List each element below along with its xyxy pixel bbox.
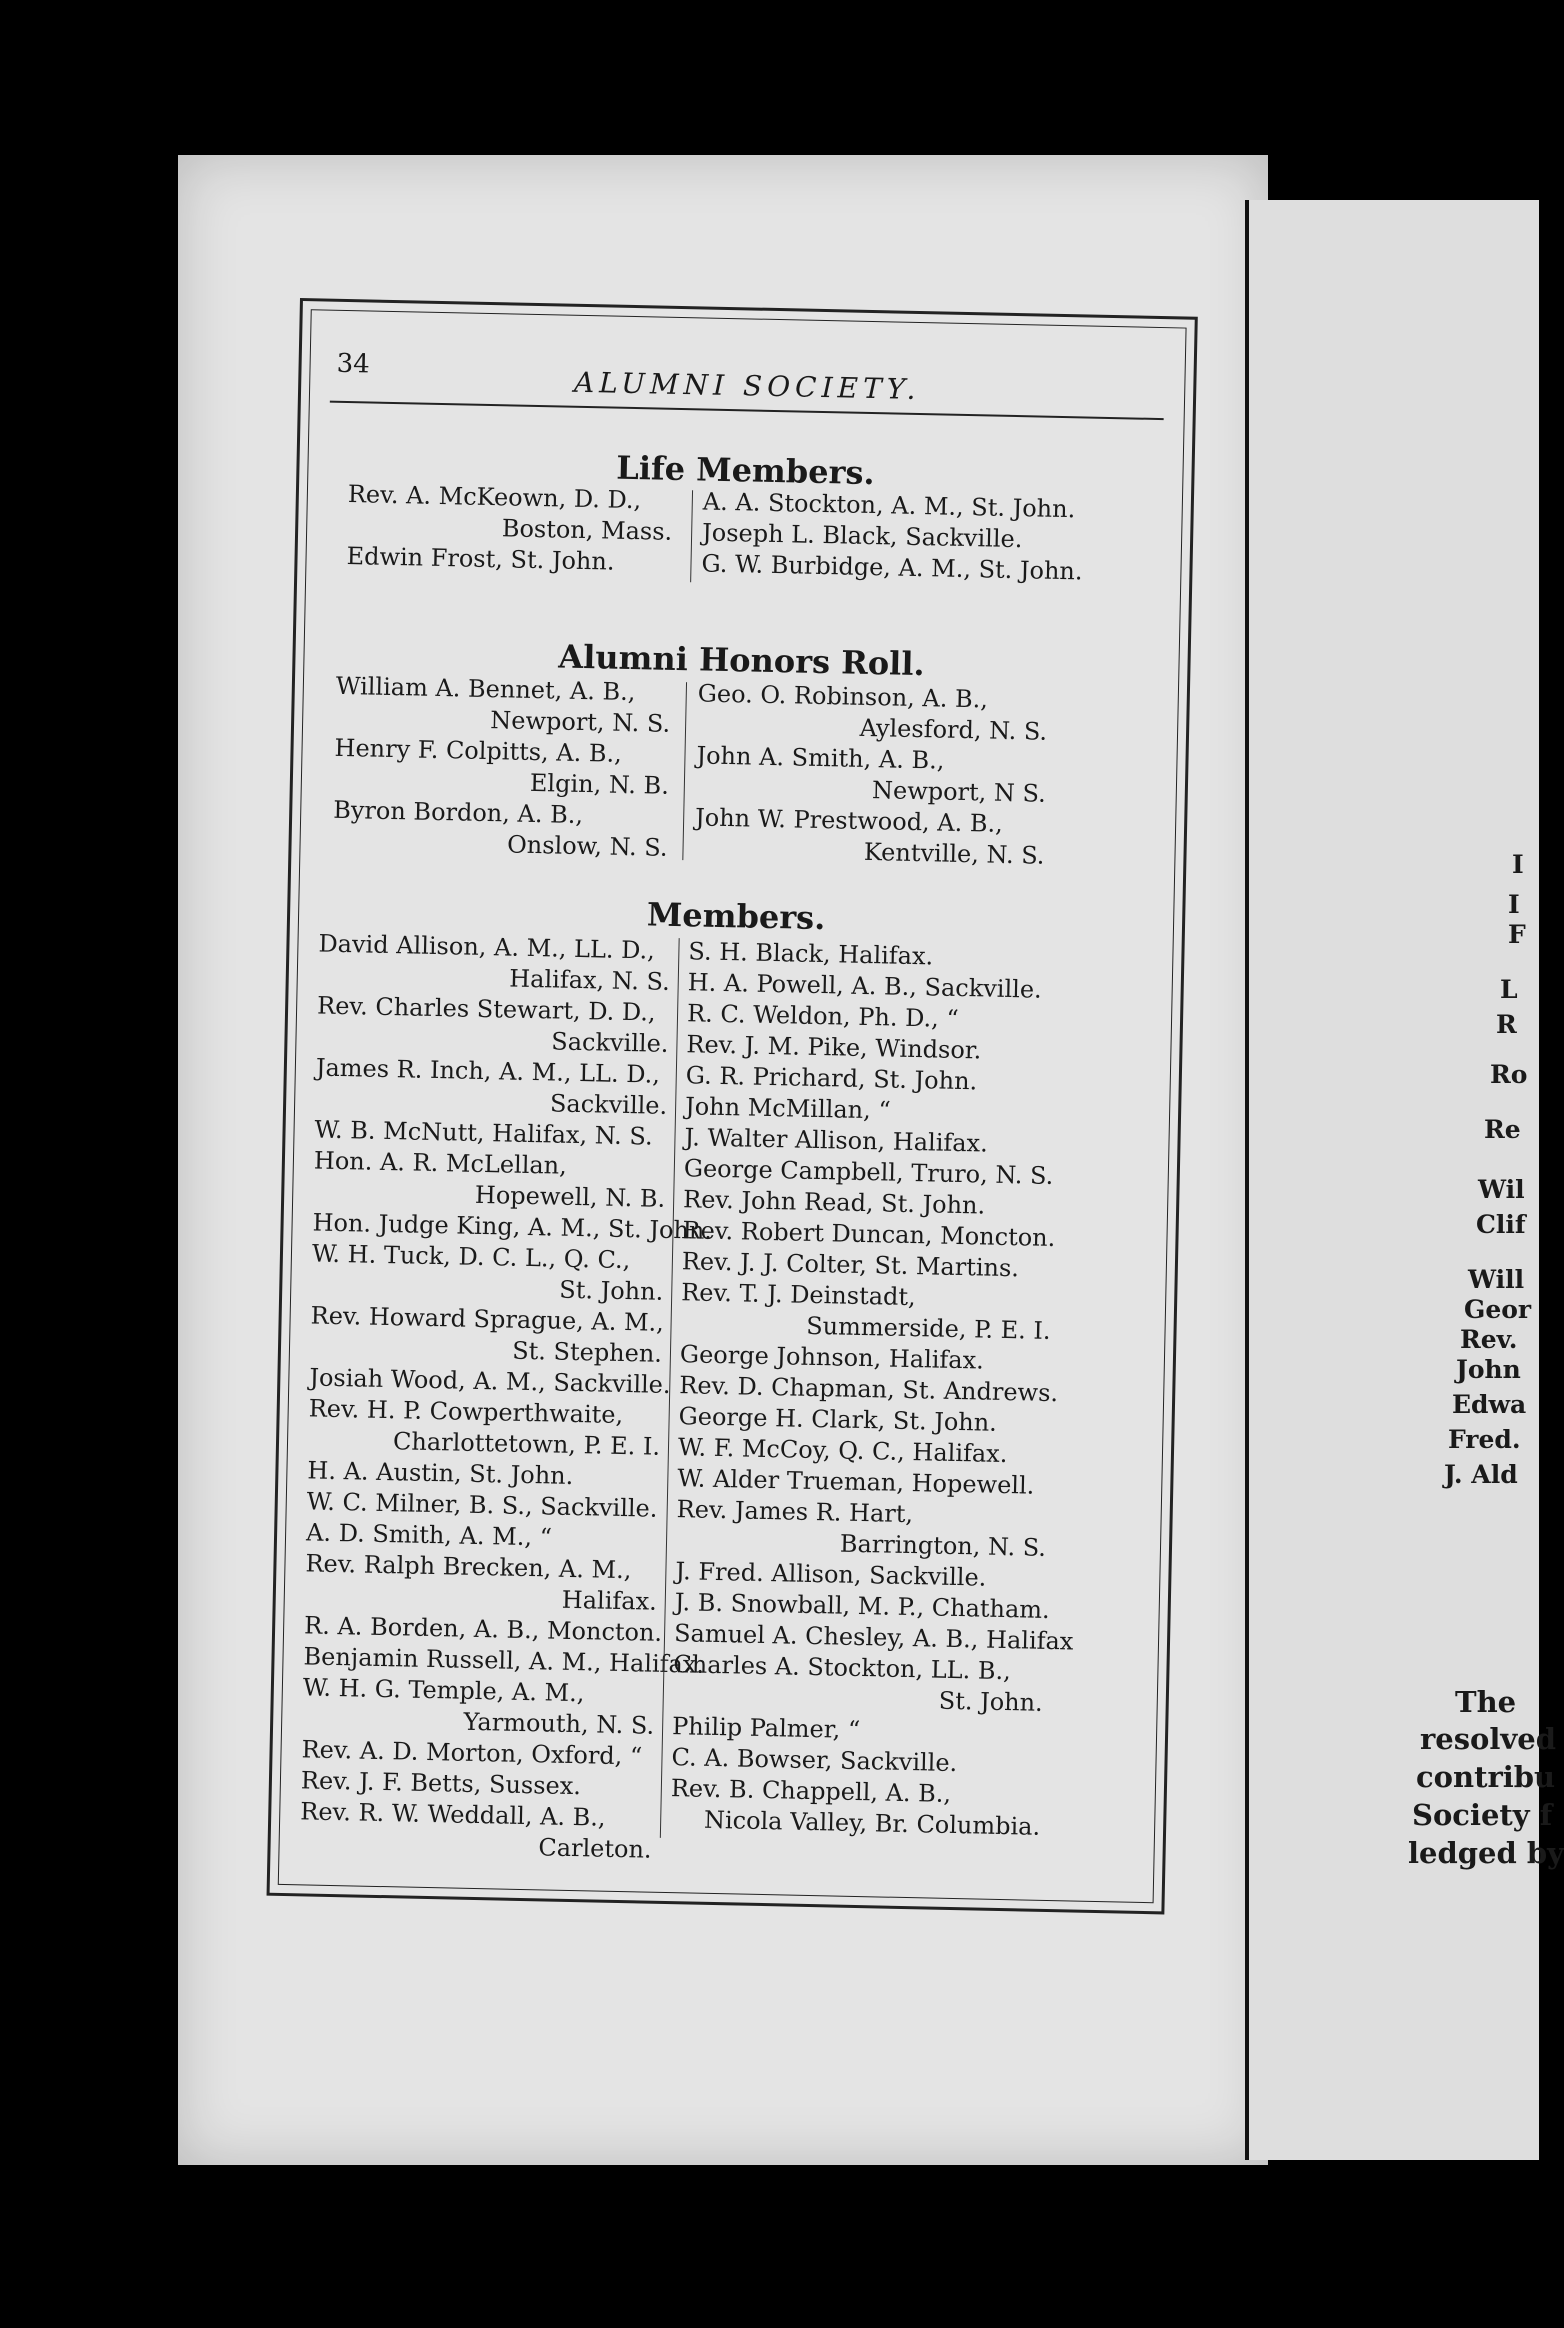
member-entry: Charles A. Stockton, LL. B.,	[673, 1650, 1012, 1686]
member-entry: Rev. A. McKeown, D. D.,	[347, 480, 642, 515]
member-entry: A. A. Stockton, A. M., St. John.	[702, 487, 1076, 524]
facing-page-line: Rev.	[1460, 1325, 1518, 1354]
member-entry: J. Walter Allison, Halifax.	[684, 1123, 989, 1158]
member-entry-location: Onslow, N. S.	[506, 830, 668, 862]
member-entry: Rev. A. D. Morton, Oxford, “	[301, 1735, 643, 1771]
member-entry: A. D. Smith, A. M., “	[305, 1518, 553, 1552]
members-right-column	[670, 936, 1074, 1843]
facing-page-line: Wil	[1478, 1175, 1525, 1204]
facing-page-line: Geor	[1464, 1295, 1532, 1324]
member-entry-location: Summerside, P. E. I.	[805, 1311, 1051, 1345]
member-entry: John W. Prestwood, A. B.,	[694, 803, 1004, 838]
facing-page-line: J. Ald	[1444, 1460, 1518, 1489]
facing-page-line: Will	[1468, 1265, 1525, 1294]
member-entry: J. Fred. Allison, Sackville.	[675, 1557, 987, 1592]
member-entry-location: Newport, N S.	[871, 776, 1047, 808]
member-entry: John A. Smith, A. B.,	[696, 741, 945, 775]
member-entry: W. C. Milner, B. S., Sackville.	[306, 1487, 658, 1523]
member-entry-location: Barrington, N. S.	[839, 1529, 1047, 1562]
member-entry-location: Carleton.	[538, 1833, 652, 1864]
member-entry-location: Halifax, N. S.	[508, 964, 671, 996]
member-entry: James R. Inch, A. M., LL. D.,	[315, 1053, 661, 1089]
member-entry: G. W. Burbidge, A. M., St. John.	[701, 549, 1083, 586]
facing-page-line: Ro	[1490, 1060, 1528, 1089]
facing-page-paragraph-line: ledged by	[1408, 1836, 1564, 1870]
member-entry: Rev. R. W. Weddall, A. B.,	[300, 1797, 606, 1832]
member-entry-location: St. John.	[938, 1686, 1044, 1717]
member-entry: Josiah Wood, A. M., Sackville.	[309, 1363, 671, 1399]
member-entry: William A. Bennet, A. B.,	[335, 671, 636, 707]
facing-page-paragraph-line: resolved	[1420, 1722, 1556, 1756]
member-entry: Rev. J. M. Pike, Windsor.	[686, 1030, 982, 1065]
member-entry-location: St. John.	[559, 1275, 664, 1306]
facing-page-line: R	[1496, 1010, 1517, 1039]
member-entry: Joseph L. Black, Sackville.	[701, 518, 1023, 554]
member-entry: G. R. Prichard, St. John.	[685, 1061, 978, 1096]
members-left-column	[299, 929, 713, 1866]
member-entry: W. H. Tuck, D. C. L., Q. C.,	[311, 1239, 631, 1275]
member-entry: Hon. A. R. McLellan,	[313, 1146, 568, 1180]
member-entry: Rev. Charles Stewart, D. D.,	[316, 991, 656, 1027]
member-entry-location: Sackville.	[549, 1089, 668, 1120]
member-entry: Henry F. Colpitts, A. B.,	[334, 733, 623, 768]
member-entry: Samuel A. Chesley, A. B., Halifax	[673, 1619, 1074, 1656]
member-entry: Byron Bordon, A. B.,	[332, 795, 584, 830]
member-entry-location: Newport, N. S.	[490, 706, 671, 738]
member-entry: Rev. Howard Sprague, A. M.,	[310, 1301, 665, 1337]
honors-roll-right-column	[694, 678, 1048, 871]
member-entry: H. A. Powell, A. B., Sackville.	[687, 968, 1043, 1004]
member-entry: George H. Clark, St. John.	[678, 1402, 998, 1437]
facing-page-line: Edwa	[1452, 1390, 1527, 1419]
page-header	[330, 341, 1165, 420]
facing-page-paragraph-line: Society f	[1412, 1798, 1553, 1832]
member-entry-location: Kentville, N. S.	[863, 837, 1045, 870]
member-entry: J. B. Snowball, M. P., Chatham.	[674, 1588, 1050, 1624]
facing-page-line: Clif	[1476, 1210, 1526, 1239]
running-title: ALUMNI SOCIETY.	[573, 365, 921, 407]
member-entry: Edwin Frost, St. John.	[346, 542, 615, 576]
member-entry: Rev. J. J. Colter, St. Martins.	[681, 1247, 1020, 1283]
member-entry: George Campbell, Truro, N. S.	[683, 1154, 1054, 1190]
member-entry: Benjamin Russell, A. M., Halifax.	[303, 1642, 705, 1679]
member-entry: R. C. Weldon, Ph. D., “	[686, 999, 959, 1033]
member-entry: W. H. G. Temple, A. M.,	[302, 1673, 585, 1708]
facing-page-line: I	[1508, 890, 1520, 919]
member-entry-location: Hopewell, N. B.	[474, 1180, 666, 1213]
member-entry: Hon. Judge King, A. M., St. John.	[312, 1208, 713, 1245]
life-members-left-column	[346, 479, 673, 579]
member-entry: R. A. Borden, A. B., Moncton.	[303, 1611, 663, 1647]
member-entry: S. H. Black, Halifax.	[688, 937, 934, 971]
facing-page-line: I	[1512, 850, 1524, 879]
facing-page-paragraph-line: The	[1455, 1685, 1517, 1719]
facing-page-line: Re	[1484, 1115, 1521, 1144]
member-entry: Rev. B. Chappell, A. B.,	[670, 1774, 952, 1808]
member-entry: Rev. T. J. Deinstadt,	[680, 1278, 916, 1312]
honors-roll-left-column	[332, 671, 671, 864]
facing-page-line: F	[1508, 920, 1526, 949]
honors-roll-title: Alumni Honors Roll.	[558, 637, 925, 684]
page-number: 34	[336, 348, 371, 380]
member-entry: Rev. John Read, St. John.	[682, 1185, 986, 1220]
column-divider	[682, 682, 687, 860]
member-entry-location: Charlottetown, P. E. I.	[392, 1427, 661, 1461]
member-entry-location: Elgin, N. B.	[529, 768, 670, 800]
member-entry: Rev. Ralph Brecken, A. M.,	[305, 1549, 632, 1585]
members-title: Members.	[646, 895, 826, 938]
member-entry: Rev. James R. Hart,	[676, 1495, 914, 1529]
member-entry-location: Yarmouth, N. S.	[463, 1707, 655, 1740]
member-entry-location: Boston, Mass.	[501, 514, 673, 546]
member-entry-location: Sackville.	[551, 1027, 669, 1058]
member-entry: Rev. J. F. Betts, Sussex.	[300, 1766, 582, 1801]
member-entry: W. F. McCoy, Q. C., Halifax.	[677, 1433, 1008, 1469]
member-entry: W. B. McNutt, Halifax, N. S.	[314, 1115, 653, 1151]
life-members-right-column	[701, 486, 1123, 588]
member-entry: George Johnson, Halifax.	[679, 1340, 985, 1375]
member-entry-location: Aylesford, N. S.	[859, 713, 1048, 746]
member-entry: Rev. H. P. Cowperthwaite,	[308, 1394, 624, 1430]
member-entry: Rev. D. Chapman, St. Andrews.	[679, 1371, 1059, 1408]
facing-page-paragraph-line: contribu	[1416, 1760, 1556, 1794]
member-entry: Rev. Robert Duncan, Moncton.	[682, 1216, 1056, 1253]
member-entry-location: Halifax.	[561, 1585, 658, 1616]
member-entry-location: St. Stephen.	[511, 1336, 663, 1368]
column-divider	[690, 490, 693, 582]
facing-page-line: John	[1456, 1355, 1521, 1384]
member-entry: John McMillan, “	[684, 1092, 891, 1125]
life-members-title: Life Members.	[615, 448, 876, 493]
member-entry: David Allison, A. M., LL. D.,	[318, 929, 656, 965]
facing-page-line: L	[1500, 975, 1518, 1004]
member-entry: H. A. Austin, St. John.	[307, 1456, 574, 1490]
facing-page-line: Fred.	[1448, 1425, 1521, 1454]
member-entry: Geo. O. Robinson, A. B.,	[697, 679, 989, 714]
member-entry: C. A. Bowser, Sackville.	[671, 1743, 958, 1778]
member-entry: W. Alder Trueman, Hopewell.	[677, 1464, 1035, 1500]
member-entry-location: Nicola Valley, Br. Columbia.	[703, 1805, 1041, 1841]
member-entry: Philip Palmer, “	[671, 1712, 861, 1745]
page-frame	[267, 298, 1198, 1914]
